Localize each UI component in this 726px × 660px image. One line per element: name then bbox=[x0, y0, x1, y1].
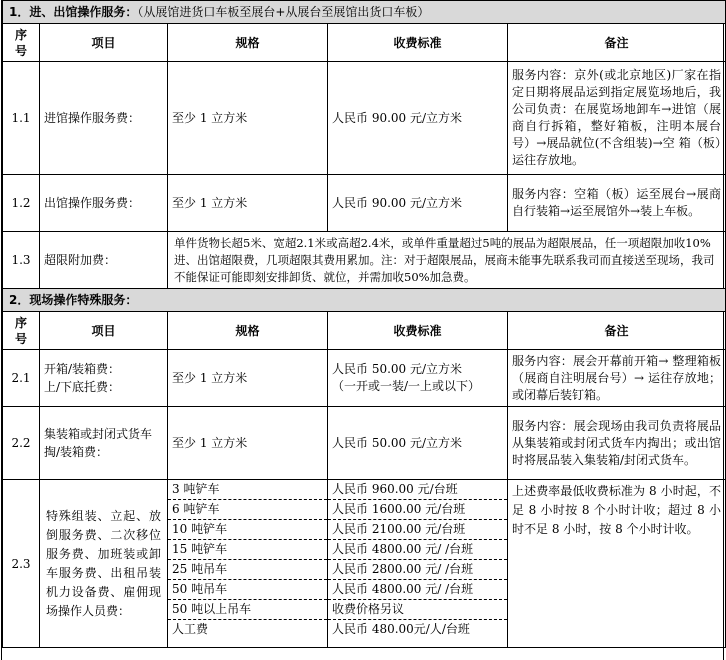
row-note: 服务内容：展会现场由我司负责将展品从集装箱或封闭式货车内掏出；或出馆时将展品装入集装箱/封闭式货车。 bbox=[508, 407, 726, 480]
row-note: 服务内容：展会开幕前开箱→ 整理箱板（展商自注明展台号）→ 运往存放地；或闭幕后装钉箱。 bbox=[508, 350, 726, 407]
col-header-item: 项目 bbox=[40, 312, 168, 350]
row-no: 2.1 bbox=[3, 350, 40, 407]
fee-table bbox=[2, 0, 726, 648]
row-item: 集装箱或封闭式货车掏/装箱费： bbox=[40, 407, 168, 480]
row-desc: 单件货物长超5米、宽超2.1米或高超2.4米，或单件重量超过5吨的展品为超限展品，任一项超限加收10%进、出馆超限费，几项超限其费用累加。注：对于超限展品，展商未能事先联系我司而直接送至现场，我司不能保证可能即刻安排卸货、就位，并需加收50%加急费。 bbox=[168, 232, 726, 289]
section-2-title: 2．现场操作特殊服务： bbox=[3, 289, 726, 312]
col-header-fee: 收费标准 bbox=[328, 312, 508, 350]
sub-fee: 人民币 2800.00 元/ /台班 bbox=[328, 560, 507, 580]
section-1-title-text: 1．进、出馆操作服务： bbox=[9, 5, 138, 19]
sub-spec: 25 吨吊车 bbox=[168, 560, 327, 580]
row-spec: 至少 1 立方米 bbox=[168, 350, 328, 407]
section-1-header bbox=[3, 1, 726, 24]
col-header-fee: 收费标准 bbox=[328, 24, 508, 62]
col-header-note: 备注 bbox=[508, 24, 726, 62]
section-2-column-headers bbox=[3, 312, 726, 350]
table-row bbox=[3, 407, 726, 480]
col-header-no: 序 号 bbox=[3, 24, 40, 62]
col-header-spec: 规格 bbox=[168, 24, 328, 62]
row-note: 服务内容：京外(或北京地区)厂家在指定日期将展品运到指定展览场地后，我公司负责：在展览场地卸车→进馆（展商自行拆箱，整好箱板，注明本展台号）→展品就位(不含组装)→空 箱（板）运往存放地。 bbox=[508, 62, 726, 175]
sub-spec: 10 吨铲车 bbox=[168, 520, 327, 540]
row-item: 开箱/装箱费： 上/下底托费： bbox=[40, 350, 168, 407]
fee-document bbox=[1, 0, 724, 660]
row-fee-list bbox=[328, 480, 508, 648]
table-row bbox=[3, 62, 726, 175]
row-spec: 至少 1 立方米 bbox=[168, 407, 328, 480]
table-row bbox=[3, 480, 726, 648]
sub-spec: 3 吨铲车 bbox=[168, 480, 327, 500]
table-row bbox=[3, 232, 726, 289]
sub-fee: 人民币 960.00 元/台班 bbox=[328, 480, 507, 500]
sub-fee: 人民币 4800.00 元/ /台班 bbox=[328, 580, 507, 600]
sub-fee: 人民币 480.00元/人/台班 bbox=[332, 622, 470, 636]
col-header-no: 序 号 bbox=[3, 312, 40, 350]
sub-spec: 人工费 bbox=[172, 622, 209, 636]
row-fee: 人民币 50.00 元/立方米 （一开或一装/一上或以下） bbox=[328, 350, 508, 407]
sub-fee: 收费价格另议 bbox=[328, 600, 507, 620]
sub-spec: 50 吨吊车 bbox=[168, 580, 327, 600]
row-fee: 人民币 50.00 元/立方米 bbox=[328, 407, 508, 480]
row-fee: 人民币 90.00 元/立方米 bbox=[328, 175, 508, 232]
table-row bbox=[3, 350, 726, 407]
row-item: 超限附加费： bbox=[40, 232, 168, 289]
col-header-item: 项目 bbox=[40, 24, 168, 62]
row-fee: 人民币 90.00 元/立方米 bbox=[328, 62, 508, 175]
row-item: 出馆操作服务费： bbox=[40, 175, 168, 232]
row-no: 1.3 bbox=[3, 232, 40, 289]
sub-fee: 人民币 2100.00 元/台班 bbox=[328, 520, 507, 540]
sub-fee: 人民币 4800.00 元/ /台班 bbox=[328, 540, 507, 560]
col-header-spec: 规格 bbox=[168, 312, 328, 350]
section-1-title bbox=[3, 1, 726, 24]
section-2-header bbox=[3, 289, 726, 312]
sub-fee: 人民币 1600.00 元/台班 bbox=[328, 500, 507, 520]
row-no: 2.3 bbox=[3, 480, 40, 648]
row-spec: 至少 1 立方米 bbox=[168, 175, 328, 232]
row-item: 特殊组装、立起、放倒服务费、二次移位服务费、加班装或卸车服务费、出租吊装机力设备费、雇佣现场操作人员费： bbox=[40, 480, 168, 648]
row-spec-list bbox=[168, 480, 328, 648]
row-no: 2.2 bbox=[3, 407, 40, 480]
row-note: 服务内容：空箱（板）运至展台→展商自行装箱→运至展馆外→装上车板。 bbox=[508, 175, 726, 232]
sub-spec: 15 吨铲车 bbox=[168, 540, 327, 560]
col-header-note: 备注 bbox=[508, 312, 726, 350]
row-item: 进馆操作服务费： bbox=[40, 62, 168, 175]
row-no: 1.1 bbox=[3, 62, 40, 175]
table-row bbox=[3, 175, 726, 232]
sub-spec: 50 吨以上吊车 bbox=[168, 600, 327, 620]
row-note: 上述费率最低收费标准为 8 小时起，不足 8 小时按 8 个小时计收；超过 8 小时不足 8 小时，按 8 个小时计收。 bbox=[508, 480, 726, 648]
row-no: 1.2 bbox=[3, 175, 40, 232]
sub-spec: 6 吨铲车 bbox=[168, 500, 327, 520]
section-1-column-headers bbox=[3, 24, 726, 62]
section-1-subtitle: （从展馆进货口车板至展台+从展台至展馆出货口车板） bbox=[137, 5, 430, 19]
row-spec: 至少 1 立方米 bbox=[168, 62, 328, 175]
